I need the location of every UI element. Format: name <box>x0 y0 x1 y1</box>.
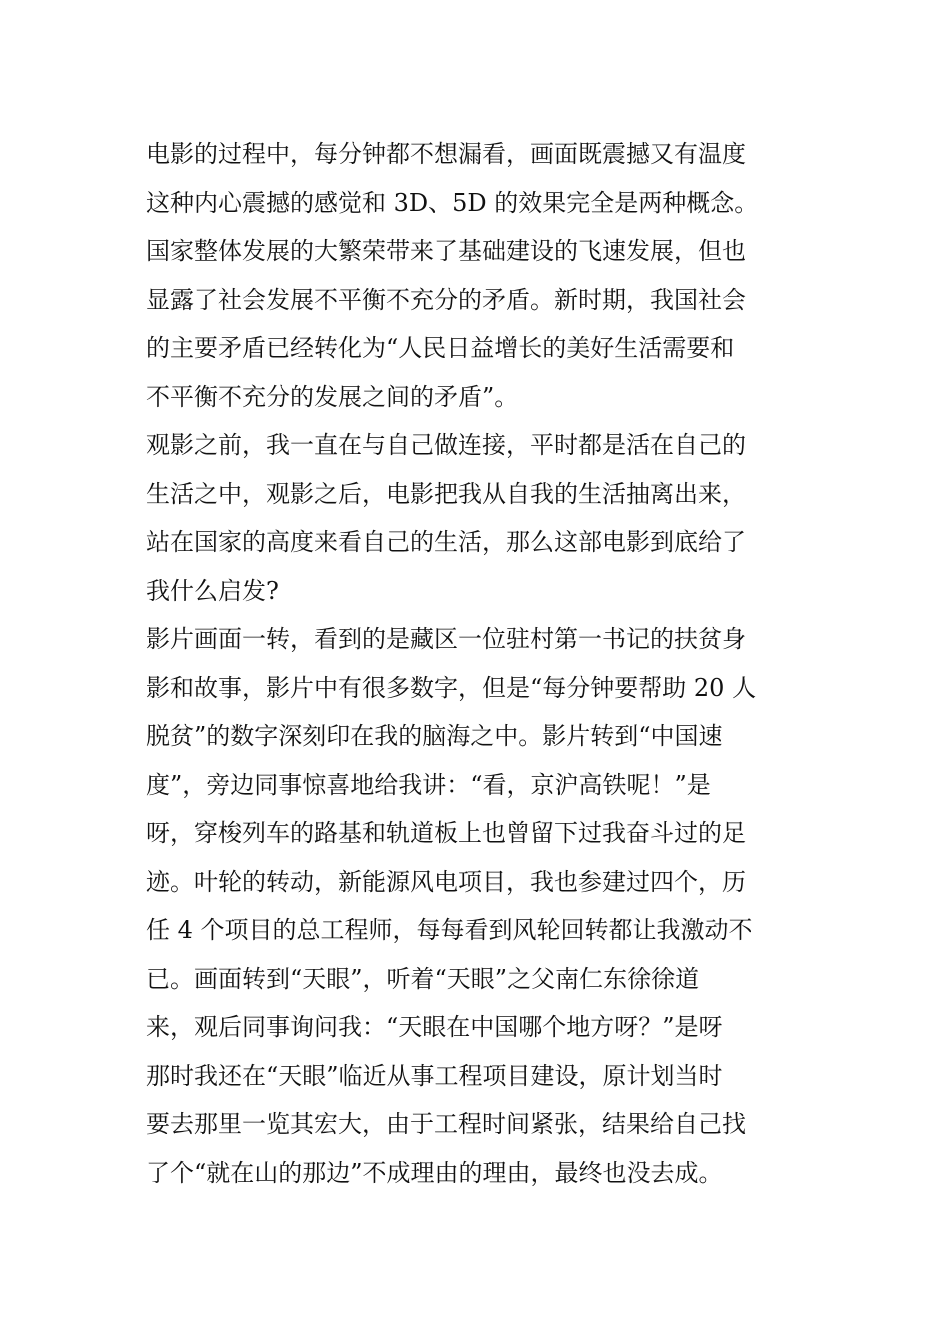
text-line: 要去那里一览其宏大，由于工程时间紧张，结果给自己找 <box>146 1110 746 1138</box>
text-line: 不平衡不充分的发展之间的矛盾”。 <box>146 382 519 411</box>
text-line: 影片画面一转，看到的是藏区一位驻村第一书记的扶贫身 <box>146 625 746 653</box>
text-line: 来，观后同事询问我：“天眼在中国哪个地方呀？”是呀 <box>146 1013 723 1041</box>
text-line: 电影的过程中，每分钟都不想漏看，画面既震撼又有温度 <box>146 140 746 168</box>
text-line: 那时我还在“天眼”临近从事工程项目建设，原计划当时 <box>146 1061 723 1090</box>
text-line: 脱贫”的数字深刻印在我的脑海之中。影片转到“中国速 <box>146 722 723 750</box>
text-line: 度”，旁边同事惊喜地给我讲：“看，京沪高铁呢！”是 <box>146 770 711 799</box>
text-line: 迹。叶轮的转动，新能源风电项目，我也参建过四个，历 <box>146 867 746 896</box>
text-line: 站在国家的高度来看自己的生活，那么这部电影到底给了 <box>146 528 746 556</box>
text-line: 显露了社会发展不平衡不充分的矛盾。新时期，我国社会 <box>146 285 746 314</box>
text-line: 了个“就在山的那边”不成理由的理由，最终也没去成。 <box>146 1158 723 1187</box>
text-line: 我什么启发? <box>146 576 279 605</box>
text-line: 呀，穿梭列车的路基和轨道板上也曾留下过我奋斗过的足 <box>146 819 746 847</box>
text-line: 生活之中，观影之后，电影把我从自我的生活抽离出来， <box>146 479 746 508</box>
text-line: 观影之前，我一直在与自己做连接，平时都是活在自己的 <box>146 431 746 459</box>
text-line: 国家整体发展的大繁荣带来了基础建设的飞速发展，但也 <box>146 237 746 265</box>
body-text <box>146 130 816 1197</box>
text-line: 这种内心震撼的感觉和 3D、5D 的效果完全是两种概念。 <box>146 188 759 217</box>
text-line: 已。画面转到“天眼”，听着“天眼”之父南仁东徐徐道 <box>146 964 700 993</box>
text-line: 任 4 个项目的总工程师，每每看到风轮回转都让我激动不 <box>146 916 753 944</box>
text-line: 影和故事，影片中有很多数字，但是“每分钟要帮助 20 人 <box>146 673 757 702</box>
text-line: 的主要矛盾已经转化为“人民日益增长的美好生活需要和 <box>146 334 735 362</box>
